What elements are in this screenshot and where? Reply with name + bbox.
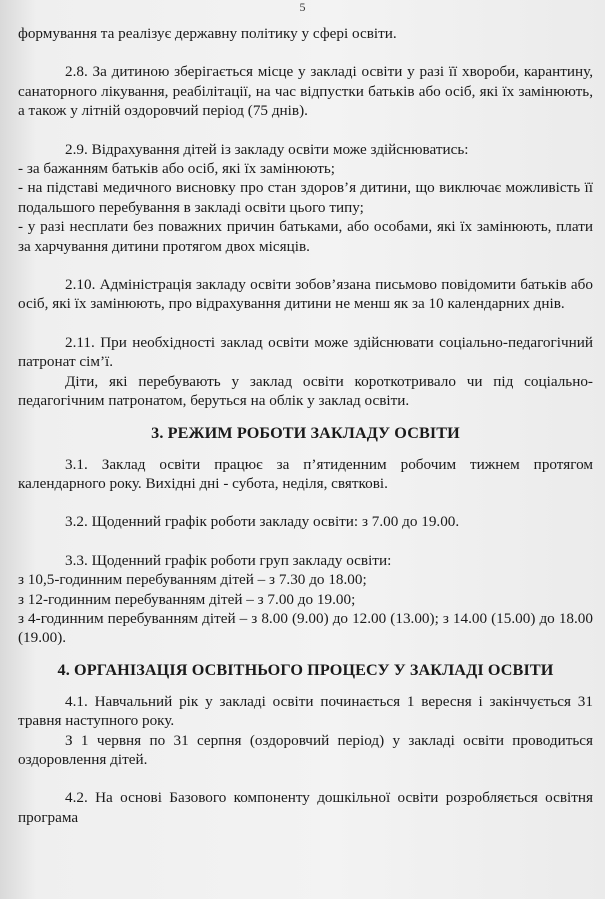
paragraph-gap (18, 314, 593, 333)
section-heading: 4. ОРГАНІЗАЦІЯ ОСВІТНЬОГО ПРОЦЕСУ У ЗАКЛАДІ ОСВІТИ (57, 660, 554, 679)
paragraph: 4.1. Навчальний рік у закладі освіти починається 1 вересня і закінчується 31 травня наступного року. (18, 692, 593, 730)
paragraph: формування та реалізує державну політику у сфері освіти. (18, 25, 397, 42)
paragraph-gap (18, 445, 593, 455)
paragraph: З 1 червня по 31 серпня (оздоровчий період) у закладі освіти проводиться оздоровлення дітей. (18, 731, 593, 768)
paragraph-gap (18, 121, 593, 140)
paragraph: 2.8. За дитиною зберігається місце у закладі освіти у разі її хвороби, карантину, санаторного лікування, реабілітації, на час відпустки батьків або осіб, які їх замінюють, а також у літній оздоровчий період (75 днів). (18, 63, 593, 120)
paragraph: 4.2. На основі Базового компоненту дошкільної освіти розробляється освітня програма (18, 789, 593, 826)
paragraph-gap (18, 411, 593, 421)
paragraph-gap (18, 256, 593, 275)
paragraph: 2.11. При необхідності заклад освіти може здійснювати соціально-педагогічний патронат сім’ї. (18, 333, 593, 371)
paragraph-gap (18, 532, 593, 551)
section-heading: 3. РЕЖИМ РОБОТИ ЗАКЛАДУ ОСВІТИ (151, 423, 460, 442)
paragraph-gap (18, 682, 593, 692)
paragraph-gap (18, 493, 593, 512)
paragraph-gap (18, 648, 593, 658)
paragraph: Діти, які перебувають у заклад освіти короткотривало чи під соціально-педагогічним патронатом, беруться на облік у заклад освіти. (18, 372, 593, 410)
paragraph: 3.1. Заклад освіти працює за п’ятиденним робочим тижнем протягом календарного року. Вихідні дні - субота, неділя, святкові. (18, 455, 593, 492)
paragraph: з 10,5-годинним перебуванням дітей – з 7.30 до 18.00; (18, 571, 367, 589)
paragraph: 2.10. Адміністрація закладу освіти зобов’язана письмово повідомити батьків або осіб, які їх замінюють, про відрахування дитини не менш як за 10 календарних днів. (18, 276, 593, 313)
paragraph: 2.9. Відрахування дітей із закладу освіти може здійснюватись: (65, 140, 469, 158)
paragraph: з 4-годинним перебуванням дітей – з 8.00 (9.00) до 12.00 (13.00); з 14.00 (15.00) до 18.00 (19.00). (18, 609, 593, 647)
page-number: 5 (299, 0, 306, 14)
paragraph: 3.2. Щоденний графік роботи закладу освіти: з 7.00 до 19.00. (65, 513, 460, 531)
paragraph: 3.3. Щоденний графік роботи груп закладу освіти: (65, 551, 392, 569)
document-body (18, 24, 593, 827)
paragraph: - у разі несплати без поважних причин батьками, або особами, які їх замінюють, плати за харчування дитини протягом двох місяців. (18, 218, 593, 255)
paragraph-gap (18, 769, 593, 788)
paragraph: - на підставі медичного висновку про стан здоров’я дитини, що виключає можливість її подальшого перебування в закладі освіти цього типу; (18, 179, 593, 216)
paragraph: з 12-годинним перебуванням дітей – з 7.00 до 19.00; (18, 590, 356, 608)
paragraph: - за бажанням батьків або осіб, які їх замінюють; (18, 160, 336, 178)
paragraph-gap (18, 43, 593, 62)
